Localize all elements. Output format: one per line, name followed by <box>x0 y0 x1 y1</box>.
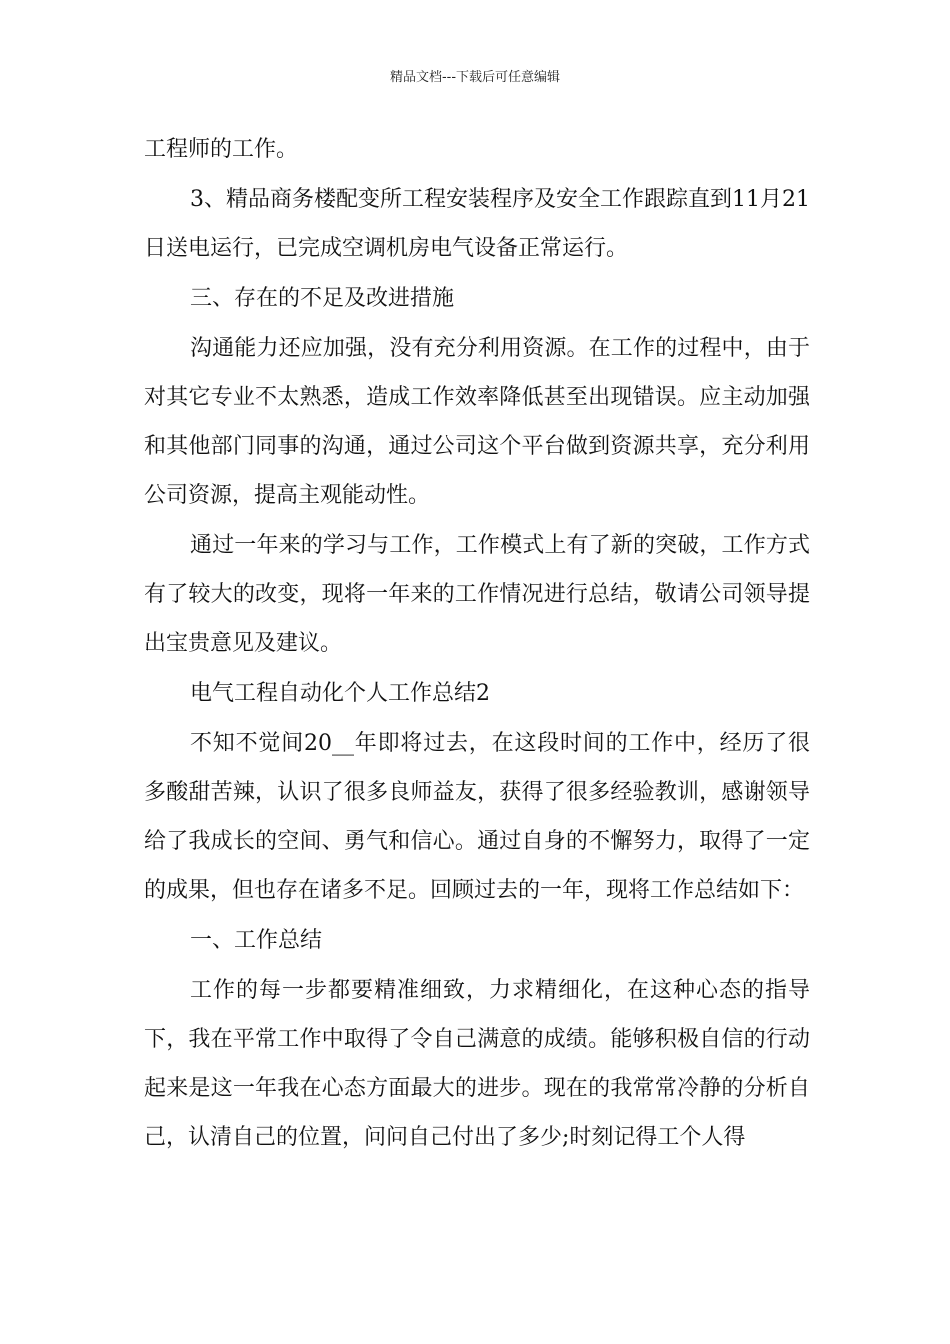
paragraph-2: 3、精品商务楼配变所工程安装程序及安全工作跟踪直到11月21日送电运行，已完成空调机房电气设备正常运行。 <box>144 187 810 261</box>
paragraph-4: 沟通能力还应加强，没有充分利用资源。在工作的过程中，由于对其它专业不太熟悉，造成工作效率降低甚至出现错误。应主动加强和其他部门同事的沟通，通过公司这个平台做到资源共享，充分利用公司资源，提高主观能动性。 <box>144 336 810 508</box>
section-heading-1: 一、工作总结 <box>190 928 323 953</box>
document-title-2: 电气工程自动化个人工作总结2 <box>190 681 490 706</box>
paragraph-9: 工作的每一步都要精准细致，力求精细化，在这种心态的指导下，我在平常工作中取得了令自己满意的成绩。能够积极自信的行动起来是这一年我在心态方面最大的进步。现在的我常常冷静的分析自己，认清自己的位置，问问自己付出了多少;时刻记得工个人得 <box>144 978 810 1150</box>
paragraph-5: 通过一年来的学习与工作，工作模式上有了新的突破，工作方式有了较大的改变，现将一年来的工作情况进行总结，敬请公司领导提出宝贵意见及建议。 <box>144 533 810 656</box>
document-body <box>144 125 810 1163</box>
page-header: 精品文档---下载后可任意编辑 <box>389 70 561 85</box>
section-heading-3: 三、存在的不足及改进措施 <box>190 286 455 311</box>
paragraph-7: 不知不觉间20__年即将过去，在这段时间的工作中，经历了很多酸甜苦辣，认识了很多良师益友，获得了很多经验教训，感谢领导给了我成长的空间、勇气和信心。通过自身的不懈努力，取得了一定的成果，但也存在诸多不足。回顾过去的一年，现将工作总结如下： <box>144 731 810 903</box>
paragraph-1: 工程师的工作。 <box>144 137 299 162</box>
